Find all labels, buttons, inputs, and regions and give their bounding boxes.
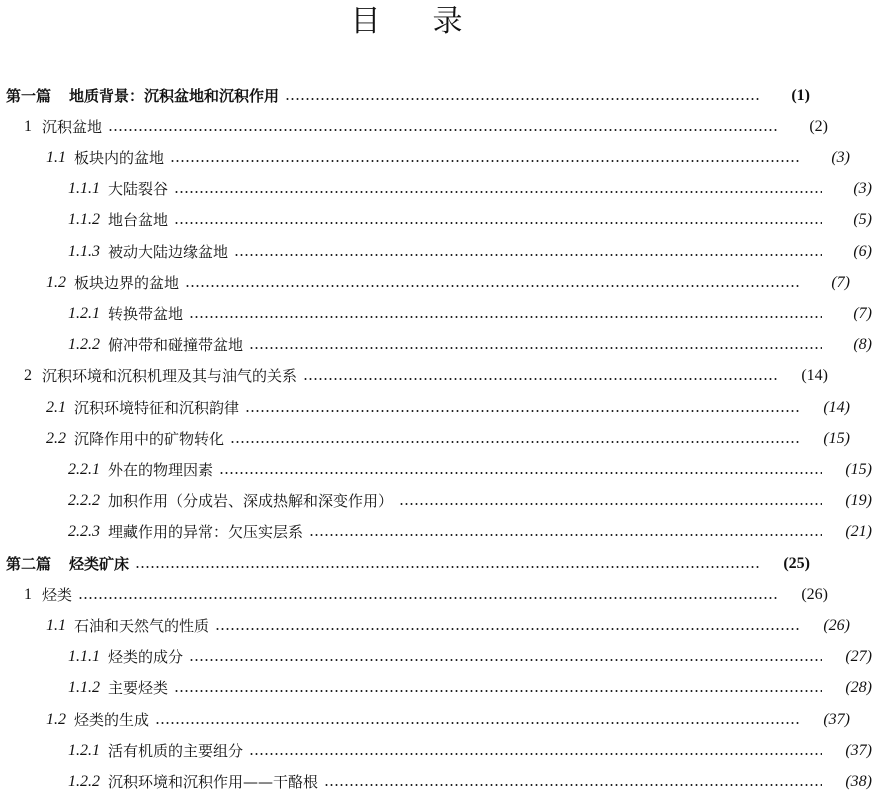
dot-leader <box>249 347 822 349</box>
toc-entry-page: (14) <box>801 367 828 385</box>
toc-entry-number: 第二篇 <box>6 554 52 573</box>
toc-entry-number: 2.2 <box>46 429 66 447</box>
dot-leader <box>78 597 778 599</box>
toc-entry-number: 1.1 <box>46 616 66 634</box>
toc-entry-number: 1 <box>24 585 32 603</box>
dot-leader <box>189 659 822 661</box>
toc-entry-page: (19) <box>845 492 872 510</box>
toc-entry-number: 1.2 <box>46 273 66 291</box>
dot-leader <box>230 441 800 443</box>
toc-entry-title: 活有机质的主要组分 <box>108 741 244 760</box>
dot-leader <box>174 222 822 224</box>
toc-entry-page: (3) <box>853 180 872 198</box>
toc-entry-number: 1.1.2 <box>68 211 100 229</box>
dot-leader <box>219 472 822 474</box>
toc-entry-title: 烃类 <box>42 585 73 604</box>
toc-entry-title: 板块内的盆地 <box>74 148 165 167</box>
toc-entry-page: (6) <box>853 242 872 260</box>
toc-entry-title: 地质背景：沉积盆地和沉积作用 <box>69 86 280 105</box>
toc-entry-title: 沉积环境和沉积作用——干酪根 <box>108 772 319 791</box>
toc-entry-title: 外在的物理因素 <box>108 460 214 479</box>
toc-entry-title: 主要烃类 <box>108 679 169 698</box>
toc-entry[interactable] <box>0 174 881 205</box>
toc-entry-title: 转换带盆地 <box>108 304 184 323</box>
toc-entry[interactable] <box>0 298 881 329</box>
dot-leader <box>303 378 778 380</box>
toc-entry[interactable] <box>0 704 859 735</box>
toc-entry[interactable] <box>0 486 881 517</box>
toc-entry[interactable] <box>0 579 837 610</box>
toc-entry-title: 被动大陆边缘盆地 <box>108 242 229 261</box>
dot-leader <box>185 285 800 287</box>
toc-entry-number: 1.1.1 <box>68 648 100 666</box>
toc-entry[interactable] <box>0 80 819 111</box>
toc-entry-number: 1.2 <box>46 710 66 728</box>
toc-entry-number: 1.2.1 <box>68 304 100 322</box>
page-title: 目录 <box>350 4 515 39</box>
toc-entry[interactable] <box>0 111 837 142</box>
dot-leader <box>215 628 800 630</box>
toc-entry[interactable] <box>0 392 859 423</box>
toc-entry-number: 2 <box>24 367 32 385</box>
toc-entry-number: 1 <box>24 117 32 135</box>
dot-leader <box>170 160 800 162</box>
dot-leader <box>174 690 822 692</box>
toc-entry-page: (26) <box>823 616 850 634</box>
toc-entry-page: (27) <box>845 648 872 666</box>
toc-entry-title: 烃类矿床 <box>69 554 130 573</box>
toc-entry-number: 2.2.3 <box>68 523 100 541</box>
toc-entry-title: 沉积环境和沉积机理及其与油气的关系 <box>42 367 298 386</box>
toc-entry-number: 1.2.2 <box>68 336 100 354</box>
dot-leader <box>155 722 800 724</box>
dot-leader <box>108 129 778 131</box>
toc-entry-number: 2.1 <box>46 398 66 416</box>
toc-entry[interactable] <box>0 766 881 797</box>
toc-entry-page: (5) <box>853 211 872 229</box>
toc-entry-page: (28) <box>845 679 872 697</box>
toc-entry-title: 沉降作用中的矿物转化 <box>74 429 225 448</box>
toc-entry-page: (37) <box>823 710 850 728</box>
toc-entry-page: (3) <box>831 148 850 166</box>
toc-entry[interactable] <box>0 330 881 361</box>
toc-entry-number: 1.1 <box>46 148 66 166</box>
toc-entry-page: (21) <box>845 523 872 541</box>
toc-entry-title: 埋藏作用的异常：欠压实层系 <box>108 523 304 542</box>
toc-entry-page: (14) <box>823 398 850 416</box>
dot-leader <box>309 534 822 536</box>
toc-entry-title: 烃类的生成 <box>74 710 150 729</box>
toc-entry[interactable] <box>0 454 881 485</box>
toc-entry-page: (8) <box>853 336 872 354</box>
toc-entry-page: (38) <box>845 772 872 790</box>
toc-entry[interactable] <box>0 517 881 548</box>
toc-entry-number: 第一篇 <box>6 86 52 105</box>
toc-entry-page: (7) <box>853 304 872 322</box>
toc-entry[interactable] <box>0 673 881 704</box>
toc-entry-title: 大陆裂谷 <box>108 180 169 199</box>
dot-leader <box>234 254 822 256</box>
toc-entry[interactable] <box>0 361 837 392</box>
toc-entry-number: 1.2.2 <box>68 772 100 790</box>
toc-entry-number: 1.1.2 <box>68 679 100 697</box>
toc-entry[interactable] <box>0 735 881 766</box>
toc-entry-title: 石油和天然气的性质 <box>74 616 210 635</box>
toc-entry-number: 1.2.1 <box>68 741 100 759</box>
dot-leader <box>245 410 800 412</box>
toc-entry-page: (7) <box>831 273 850 291</box>
toc-entry-page: (25) <box>783 554 810 572</box>
toc-entry[interactable] <box>0 548 819 579</box>
toc-entry-page: (15) <box>823 429 850 447</box>
toc-entry-title: 板块边界的盆地 <box>74 273 180 292</box>
toc-entry-number: 2.2.1 <box>68 460 100 478</box>
toc-entry-page: (37) <box>845 741 872 759</box>
toc-entry-title: 烃类的成分 <box>108 648 184 667</box>
dot-leader <box>285 98 760 100</box>
dot-leader <box>174 191 822 193</box>
toc-entry-title: 地台盆地 <box>108 211 169 230</box>
toc-entry-number: 1.1.3 <box>68 242 100 260</box>
dot-leader <box>249 753 822 755</box>
toc-entry[interactable] <box>0 610 859 641</box>
toc-entry-title: 沉积盆地 <box>42 117 103 136</box>
toc-entry-page: (2) <box>809 117 828 135</box>
toc-entry-number: 2.2.2 <box>68 492 100 510</box>
toc-entry[interactable] <box>0 236 881 267</box>
toc-entry-title: 加积作用（分成岩、深成热解和深变作用） <box>108 492 394 511</box>
toc-entry[interactable] <box>0 423 859 454</box>
dot-leader <box>324 784 822 786</box>
toc-entry-page: (15) <box>845 460 872 478</box>
toc-entry-title: 沉积环境特征和沉积韵律 <box>74 398 240 417</box>
toc-entry[interactable] <box>0 267 859 298</box>
toc-entry-page: (1) <box>791 86 810 104</box>
toc-entry[interactable] <box>0 205 881 236</box>
toc-entry[interactable] <box>0 642 881 673</box>
toc-entry-page: (26) <box>801 585 828 603</box>
toc-entry-number: 1.1.1 <box>68 180 100 198</box>
dot-leader <box>399 503 822 505</box>
dot-leader <box>135 566 760 568</box>
toc-entry-title: 俯冲带和碰撞带盆地 <box>108 336 244 355</box>
toc-entry[interactable] <box>0 142 859 173</box>
dot-leader <box>189 316 822 318</box>
